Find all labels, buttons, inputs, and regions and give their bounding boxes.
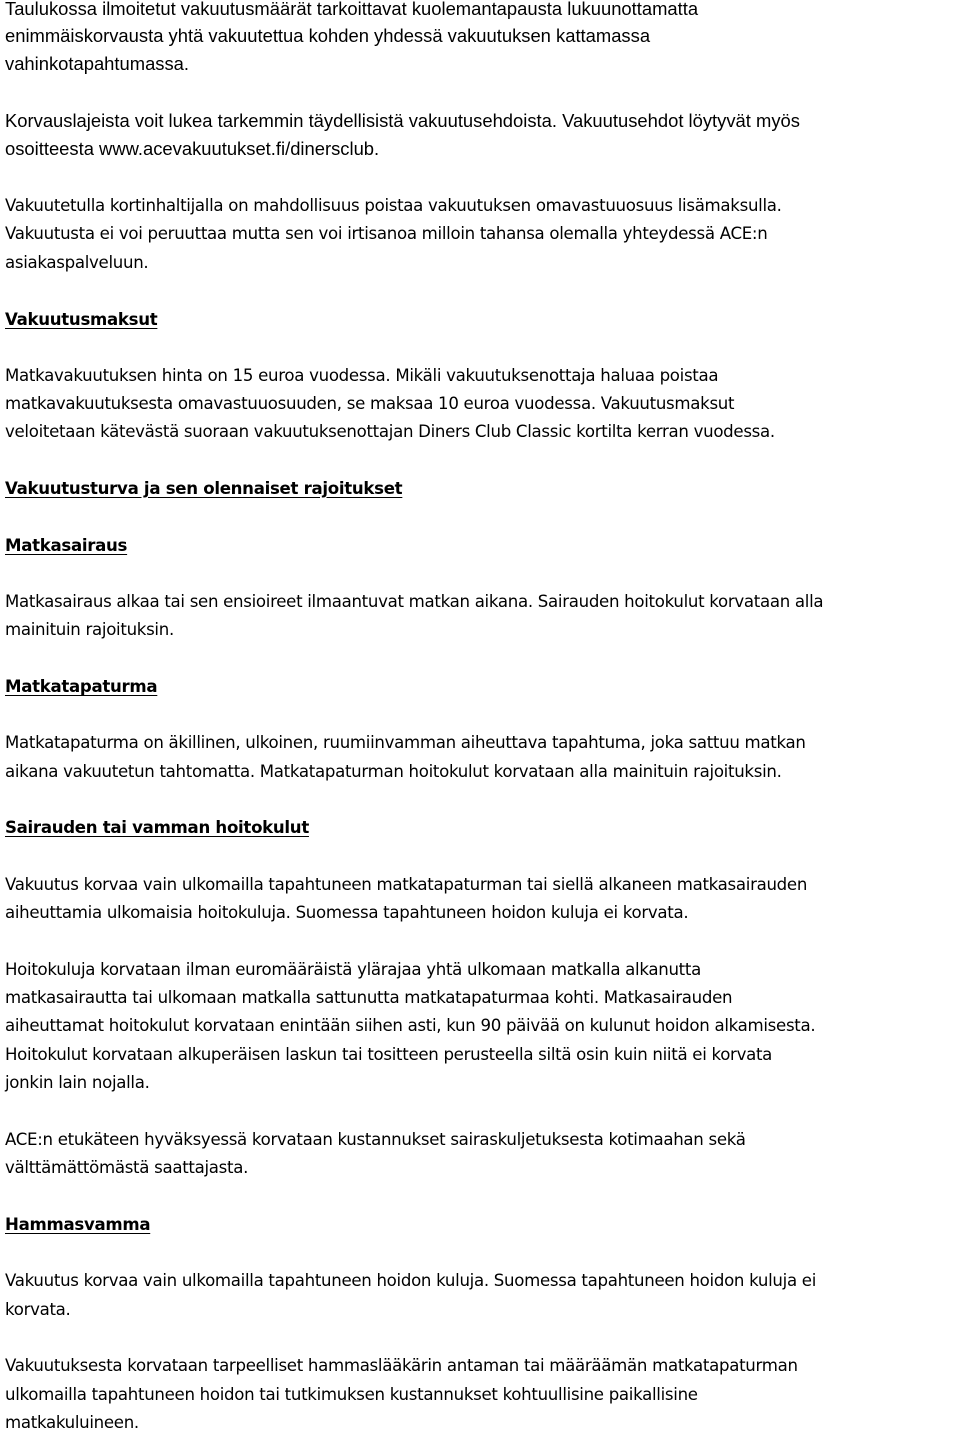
premiums-heading: Vakuutusmaksut [5, 310, 158, 329]
dental-heading: Hammasvamma [5, 1215, 151, 1234]
accident-line-2: aikana vakuutetun tahtomatta. Matkatapaturman hoitokulut korvataan alla mainituin rajoituksin. [5, 762, 782, 781]
medical-p2-line-3: aiheuttamat hoitokulut korvataan enintään siihen asti, kun 90 päivää on kulunut hoidon alkamisesta. [5, 1016, 816, 1035]
accident-heading: Matkatapaturma [5, 677, 158, 696]
dental-p2-line-1: Vakuutuksesta korvataan tarpeelliset hammaslääkärin antaman tai määräämän matkatapaturman [5, 1356, 798, 1375]
deductible-line-3: asiakaspalveluun. [5, 253, 149, 272]
illness-line-1: Matkasairaus alkaa tai sen ensioireet ilmaantuvat matkan aikana. Sairauden hoitokulut korvataan alla [5, 592, 824, 611]
premiums-line-3: veloitetaan kätevästä suoraan vakuutuksenottajan Diners Club Classic kortilta kerran vuodessa. [5, 422, 775, 441]
accident-line-1: Matkatapaturma on äkillinen, ulkoinen, ruumiinvamman aiheuttava tapahtuma, joka sattuu matkan [5, 733, 806, 752]
dental-p1-line-1: Vakuutus korvaa vain ulkomailla tapahtuneen hoidon kuluja. Suomessa tapahtuneen hoidon kuluja ei [5, 1271, 817, 1290]
terms-line-1: Korvauslajeista voit lukea tarkemmin täydellisistä vakuutusehdoista. Vakuutusehdot löytyvät myös [5, 110, 800, 131]
medical-p1-line-2: aiheuttamia ulkomaisia hoitokuluja. Suomessa tapahtuneen hoidon kuluja ei korvata. [5, 903, 689, 922]
intro-line-3: vahinkotapahtumassa. [5, 53, 190, 74]
illness-heading: Matkasairaus [5, 536, 128, 555]
terms-line-2: osoitteesta www.acevakuutukset.fi/dinersclub. [5, 138, 380, 159]
dental-p1-line-2: korvata. [5, 1300, 71, 1319]
coverage-heading: Vakuutusturva ja sen olennaiset rajoitukset [5, 479, 403, 498]
medical-p2-line-4: Hoitokulut korvataan alkuperäisen laskun tai tositteen perusteella siltä osin kuin niitä ei korvata [5, 1045, 773, 1064]
premiums-line-1: Matkavakuutuksen hinta on 15 euroa vuodessa. Mikäli vakuutuksenottaja haluaa poistaa [5, 366, 719, 385]
intro-line-1: Taulukossa ilmoitetut vakuutusmäärät tarkoittavat kuolemantapausta lukuunottamatta [5, 0, 699, 19]
medical-p2-line-2: matkasairautta tai ulkomaan matkalla sattunutta matkatapaturmaa kohti. Matkasairauden [5, 988, 733, 1007]
illness-line-2: mainituin rajoituksin. [5, 620, 174, 639]
intro-line-2: enimmäiskorvausta yhtä vakuutettua kohden yhdessä vakuutuksen kattamassa [5, 25, 651, 46]
dental-p2-line-2: ulkomailla tapahtuneen hoidon tai tutkimuksen kustannukset kohtuullisine paikallisine [5, 1385, 698, 1404]
medical-heading: Sairauden tai vamman hoitokulut [5, 818, 309, 837]
medical-p1-line-1: Vakuutus korvaa vain ulkomailla tapahtuneen matkatapaturman tai siellä alkaneen matkasairauden [5, 875, 808, 894]
dental-p2-line-3: matkakuluineen. [5, 1413, 139, 1432]
deductible-line-1: Vakuutetulla kortinhaltijalla on mahdollisuus poistaa vakuutuksen omavastuuosuus lisämaksulla. [5, 196, 782, 215]
deductible-line-2: Vakuutusta ei voi peruuttaa mutta sen voi irtisanoa milloin tahansa olemalla yhteydessä ACE:n [5, 224, 768, 243]
premiums-line-2: matkavakuutuksesta omavastuuosuuden, se maksaa 10 euroa vuodessa. Vakuutusmaksut [5, 394, 735, 413]
medical-p3-line-2: välttämättömästä saattajasta. [5, 1158, 249, 1177]
medical-p3-line-1: ACE:n etukäteen hyväksyessä korvataan kustannukset sairaskuljetuksesta kotimaahan sekä [5, 1130, 746, 1149]
medical-p2-line-1: Hoitokuluja korvataan ilman euromääräistä ylärajaa yhtä ulkomaan matkalla alkanutta [5, 960, 701, 979]
medical-p2-line-5: jonkin lain nojalla. [5, 1073, 150, 1092]
